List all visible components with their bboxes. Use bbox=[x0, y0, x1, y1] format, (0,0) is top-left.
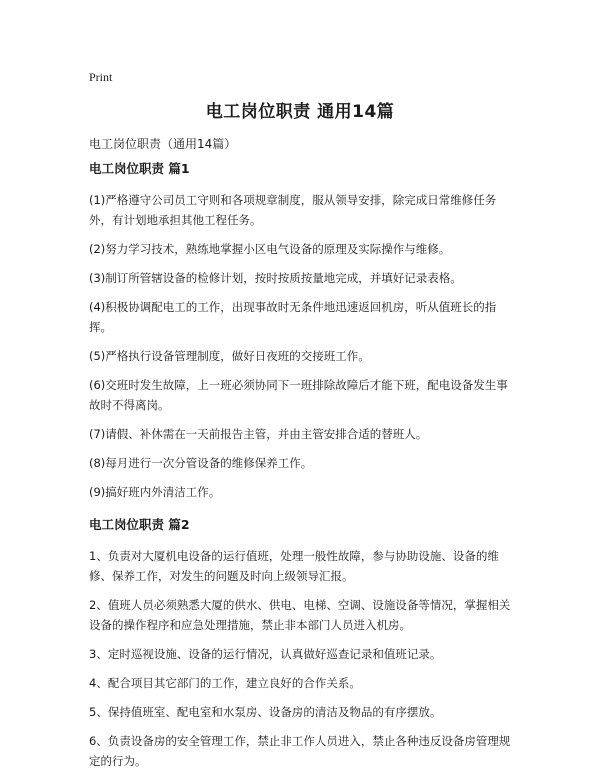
section-heading: 电工岗位职责 篇2 bbox=[89, 517, 190, 532]
paragraph: (5)严格执行设备管理制度，做好日夜班的交接班工作。 bbox=[89, 349, 370, 363]
paragraph: (8)每月进行一次分管设备的维修保养工作。 bbox=[89, 456, 313, 470]
paragraph: (1)严格遵守公司员工守则和各项规章制度，服从领导安排，除完成日常维修任务外，有计划地承担其他工程任务。 bbox=[89, 193, 497, 227]
page-subtitle: 电工岗位职责（通用14篇） bbox=[89, 137, 237, 151]
section-1 bbox=[89, 160, 514, 502]
paragraph: (4)积极协调配电工的工作，出现事故时无条件地迅速返回机房，听从值班长的指挥。 bbox=[89, 300, 497, 334]
section-2 bbox=[89, 516, 514, 771]
paragraph: (3)制订所管辖设备的检修计划，按时按质按量地完成，并填好记录表格。 bbox=[89, 271, 462, 285]
paragraph: 4、配合项目其它部门的工作，建立良好的合作关系。 bbox=[89, 676, 361, 690]
paragraph: (9)搞好班内外清洁工作。 bbox=[89, 485, 221, 499]
paragraph: 5、保持值班室、配电室和水泵房、设备房的清洁及物品的有序摆放。 bbox=[89, 705, 442, 719]
paragraph: 2、值班人员必须熟悉大厦的供水、供电、电梯、空调、设施设备等情况，掌握相关设备的操作程序和应急处理措施，禁止非本部门人员进入机房。 bbox=[89, 598, 511, 632]
document-content bbox=[89, 160, 514, 780]
page-title: 电工岗位职责 通用14篇 bbox=[205, 102, 395, 122]
paragraph: 3、定时巡视设施、设备的运行情况，认真做好巡查记录和值班记录。 bbox=[89, 647, 442, 661]
paragraph: (6)交班时发生故障，上一班必须协同下一班排除故障后才能下班，配电设备发生事故时不得离岗。 bbox=[89, 378, 508, 412]
paragraph: (2)努力学习技术，熟练地掌握小区电气设备的原理及实际操作与维修。 bbox=[89, 242, 451, 256]
section-heading: 电工岗位职责 篇1 bbox=[89, 161, 190, 176]
print-link[interactable]: Print bbox=[89, 70, 113, 84]
paragraph: 6、负责设备房的安全管理工作，禁止非工作人员进入，禁止各种违反设备房管理规定的行为。 bbox=[89, 734, 511, 768]
paragraph: (7)请假、补休需在一天前报告主管，并由主管安排合适的替班人。 bbox=[89, 427, 428, 441]
paragraph: 1、负责对大厦机电设备的运行值班，处理一般性故障，参与协助设施、设备的维修、保养工作，对发生的问题及时向上级领导汇报。 bbox=[89, 549, 499, 583]
